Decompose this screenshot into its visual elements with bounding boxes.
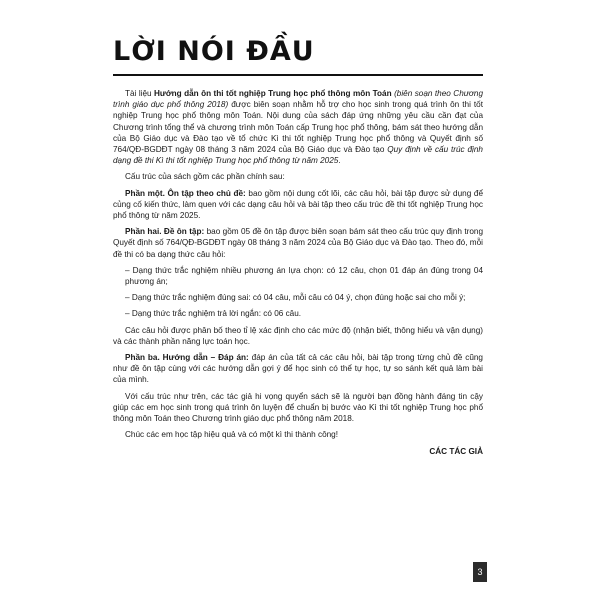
book-subtitle: (biên soạn theo Chương trình giáo dục phổ thông 2018) [113,89,483,110]
page-heading: LỜI NÓI ĐẦU [113,36,315,67]
intro-text-1: Tài liệu [125,89,154,98]
part3-label: Phần ba. Hướng dẫn – Đáp án: [125,353,249,363]
part2-paragraph [113,226,483,260]
decision-title: Quy định về cấu trúc định dạng đề thi Kì thi tốt nghiệp Trung học phổ thông từ năm 2025 [113,145,483,166]
part2-item-1: – Dạng thức trắc nghiệm nhiều phương án lựa chọn: có 12 câu, chọn 01 đáp án đúng trong 04 phương án; [125,265,483,287]
intro-text-2: được biên soạn nhằm hỗ trợ cho học sinh trong quá trình ôn thi tốt nghiệp Trung học phổ thông môn Toán. Nội dung của sách đáp ứng những yêu cầu cần đạt của Chương trình tổng thể và chương trình môn Toán cấp Trung học phổ thông, bám sát theo hướng dẫn của Bộ Giáo dục và Đào tạo về tổ chức Kì thi tốt nghiệp Trung học phổ thông và Quyết định số 764/QĐ-BGDĐT ngày 08 tháng 3 năm 2024 của Bộ Giáo dục và Đào tạo [113,100,484,155]
part2-item-3: – Dạng thức trắc nghiệm trả lời ngắn: có 06 câu. [125,309,302,319]
authors-signature: CÁC TÁC GIẢ [429,447,483,457]
part1-paragraph [113,188,483,222]
part2-label: Phần hai. Đề ôn tập: [125,227,205,237]
preface-body [113,88,483,463]
part2-text: bao gồm 05 đề ôn tập được biên soạn bám sát theo cấu trúc quy định trong Quyết định số 764/QĐ-BGDĐT ngày 08 tháng 3 năm 2024 của Bộ Giáo dục và Đào tạo. Theo đó, mỗi đề thi có ba dạng thức câu hỏi: [113,227,483,259]
part2-note: Các câu hỏi được phân bố theo tỉ lệ xác định cho các mức độ (nhận biết, thông hiểu và vận dụng) và các thành phần năng lực toán học. [113,325,483,346]
part3-text: đáp án của tất cả các câu hỏi, bài tập trong từng chủ đề cũng như đề ôn tập cùng với các hướng dẫn gợi ý để học sinh có thể tự học, tự so sánh kết quả làm bài của mình. [113,353,483,385]
structure-intro: Cấu trúc của sách gồm các phần chính sau: [125,172,285,182]
wish-paragraph: Chúc các em học tập hiệu quả và có một kì thi thành công! [125,430,338,440]
heading-underline [113,74,483,76]
part1-label: Phần một. Ôn tập theo chủ đề: [125,188,246,198]
part2-item-2: – Dạng thức trắc nghiệm đúng sai: có 04 câu, mỗi câu có 04 ý, chọn đúng hoặc sai cho mỗi ý; [125,293,466,303]
book-title: Hướng dẫn ôn thi tốt nghiệp Trung học phổ thông môn Toán [154,89,392,98]
part3-paragraph [113,352,483,386]
part1-text: bao gồm nội dung cốt lõi, các câu hỏi, bài tập được sử dụng để củng cố kiến thức, làm quen với các dạng câu hỏi và bài tập theo cấu trúc đề thi tốt nghiệp Trung học phổ thông từ năm 2025. [113,188,483,221]
intro-paragraph [113,88,483,166]
intro-text-3: . [338,156,341,166]
page-number: 3 [473,562,487,582]
closing-paragraph: Với cấu trúc như trên, các tác giả hi vọng quyển sách sẽ là người bạn đồng hành đáng tin cậy giúp các em học sinh trong quá trình ôn luyện để chuẩn bị bước vào Kì thi tốt nghiệp Trung học phổ thông môn Toán theo Chương trình giáo dục phổ thông năm 2018. [113,391,483,424]
